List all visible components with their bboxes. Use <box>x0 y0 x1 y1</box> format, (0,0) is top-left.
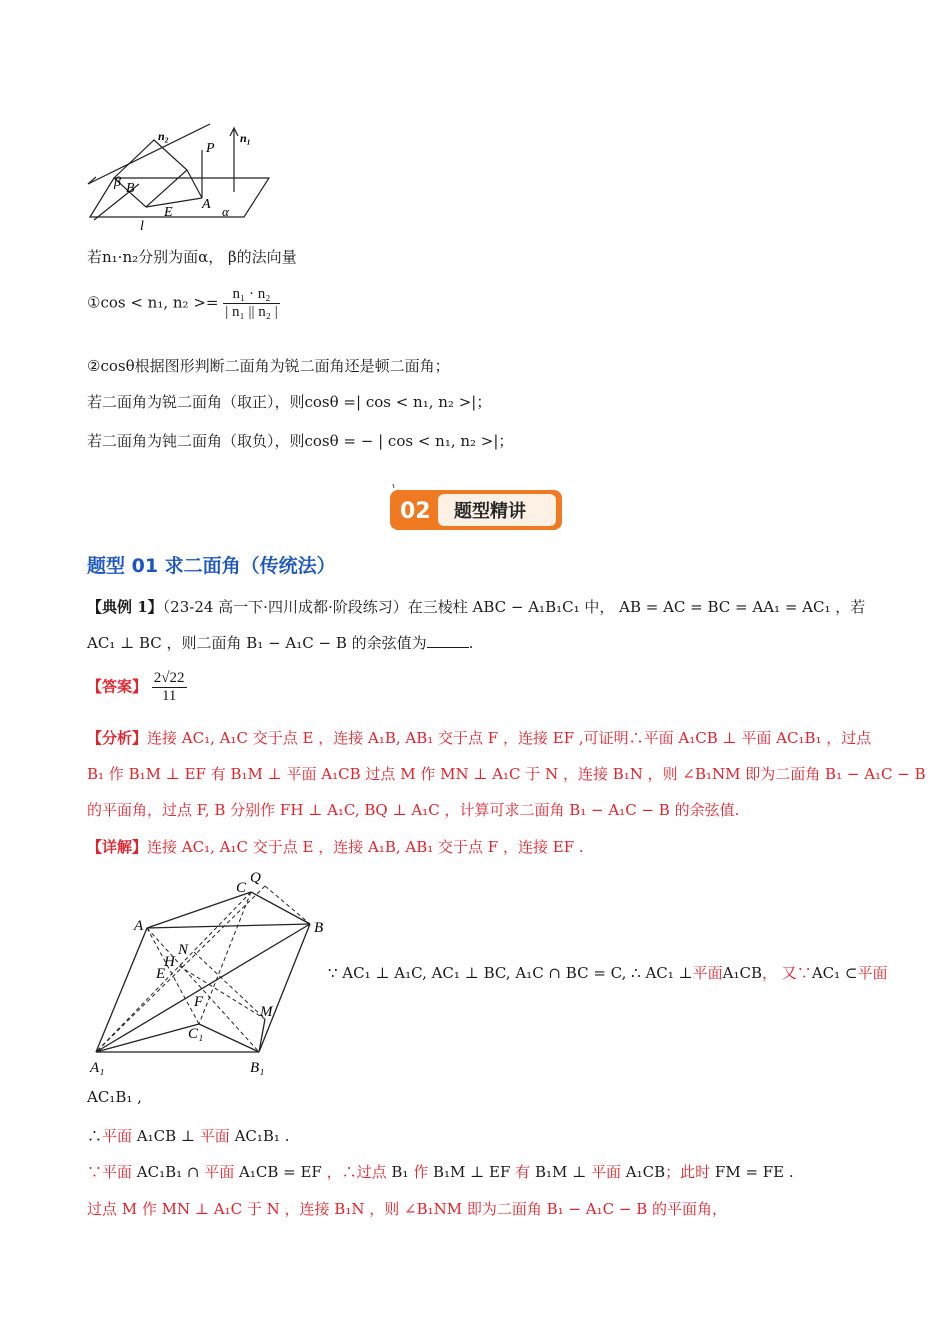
intro-cos-formula <box>87 286 280 321</box>
detail-perp-b: 平面 <box>102 1127 133 1145</box>
example-tag: 【典例 1】 <box>87 598 163 616</box>
intro-obtuse-case: 若二面角为钝二面角（取负），则cosθ = − | cos < n₁, n₂ >|； <box>87 432 514 450</box>
detail-inter-11: 平面 <box>590 1163 621 1181</box>
label-C: C <box>236 880 247 896</box>
section-badge <box>388 484 564 532</box>
example-line-1 <box>87 596 865 617</box>
intro-acute-case: 若二面角为锐二面角（取正），则cosθ =| cos < n₁, n₂ >|； <box>87 393 492 411</box>
label-H: H <box>164 954 175 970</box>
label-B1: B₁ <box>250 1060 265 1076</box>
intro-normal-vectors: 若n₁·n₂分别为面α， β的法向量 <box>87 248 297 266</box>
answer-tag: 【答案】 <box>87 677 148 696</box>
detail-inter-9: 有 <box>510 1163 535 1181</box>
detail-tag: 【详解】 <box>87 838 148 856</box>
answer-line <box>87 670 187 705</box>
detail-inter-3: 平面 <box>204 1163 235 1181</box>
detail-perp-reasoning <box>328 962 888 983</box>
detail-inter-12: A₁CB <box>621 1163 666 1181</box>
analysis-line-1 <box>87 727 871 748</box>
label-alpha: α <box>222 204 229 219</box>
formula-denominator: | n₁ || n₂ | <box>225 304 278 320</box>
example-text-2-end: . <box>468 634 474 652</box>
example-source: （23-24 高一下·四川成都·阶段练习） <box>162 598 408 616</box>
label-E: E <box>156 966 166 982</box>
detail-inter-8: B₁M ⊥ EF <box>432 1163 511 1181</box>
label-A: A <box>134 918 144 934</box>
detail-last-line: 过点 M 作 MN ⊥ A₁C 于 N ，连接 B₁N ，则 ∠B₁NM 即为二面角 B₁ − A₁C − B 的平面角， <box>87 1200 727 1218</box>
formula-numerator: n₁ · n₂ <box>223 286 279 304</box>
detail-inter-5: ，∴过点 <box>326 1163 392 1181</box>
label-A: A <box>202 197 211 212</box>
answer-numerator: 2√22 <box>153 670 185 686</box>
dihedral-angle-figure <box>84 112 284 238</box>
label-A1: A₁ <box>90 1060 105 1076</box>
detail-perp-a: ∴ <box>87 1127 103 1145</box>
detail-plane-perp <box>87 1125 289 1146</box>
label-l: l <box>140 219 144 234</box>
example-text-1: 在三棱柱 ABC − A₁B₁C₁ 中， AB = AC = BC = AA₁ = AC₁ ，若 <box>407 598 866 616</box>
analysis-text-1: 连接 AC₁, A₁C 交于点 E ，连接 A₁B, AB₁ 交于点 F ，连接 EF ,可证明∴平面 A₁CB ⊥ 平面 AC₁B₁ ，过点 <box>147 729 872 747</box>
detail-line-1 <box>87 836 584 857</box>
prism-figure <box>84 866 334 1078</box>
detail-perp-d: 平面 <box>199 1127 230 1145</box>
detail-inter-7: 作 <box>408 1163 433 1181</box>
plane-beta <box>114 140 187 207</box>
label-E: E <box>164 205 173 220</box>
answer-denominator: 11 <box>161 688 177 704</box>
detail-side-text-e: AC₁ ⊂ <box>811 964 858 982</box>
section-title: 题型 01 求二面角（传统法） <box>87 555 336 577</box>
detail-inter-10: B₁M ⊥ <box>534 1163 591 1181</box>
label-F: F <box>194 994 204 1010</box>
example-line-2 <box>87 632 473 653</box>
detail-side-text-b: 平面 <box>692 964 723 982</box>
detail-side-text-c: A₁CB <box>722 964 763 982</box>
detail-side-text-d: ， 又∵ <box>762 964 812 982</box>
badge-number: 02 <box>400 499 431 524</box>
detail-inter-2: AC₁B₁ ∩ <box>132 1163 205 1181</box>
badge-label: 题型精讲 <box>454 501 526 522</box>
label-N: N <box>178 942 189 958</box>
label-beta: β <box>114 175 121 190</box>
detail-perp-e: AC₁B₁ . <box>229 1127 290 1145</box>
label-P: P <box>206 141 215 156</box>
answer-blank <box>427 633 469 648</box>
analysis-line-3: 的平面角，过点 F, B 分别作 FH ⊥ A₁C, BQ ⊥ A₁C ，计算可求二面角 B₁ − A₁C − B 的余弦值. <box>87 801 740 819</box>
example-text-2: AC₁ ⊥ BC ，则二面角 B₁ − A₁C − B 的余弦值为 <box>87 634 427 652</box>
label-n1: n₁ <box>240 131 251 145</box>
label-M: M <box>260 1004 273 1020</box>
label-B: B <box>126 181 135 196</box>
detail-side-text-a: ∵ AC₁ ⊥ A₁C, AC₁ ⊥ BC, A₁C ∩ BC = C, ∴ AC₁ ⊥ <box>328 964 693 982</box>
analysis-tag: 【分析】 <box>87 729 148 747</box>
detail-inter-4: A₁CB = EF <box>234 1163 327 1181</box>
formula-fraction <box>223 286 279 321</box>
label-B: B <box>314 920 324 936</box>
label-C1: C₁ <box>188 1026 204 1042</box>
answer-fraction <box>152 670 187 705</box>
detail-inter-13: ；此时 <box>665 1163 715 1181</box>
label-Q: Q <box>250 870 261 886</box>
detail-text-1: 连接 AC₁, A₁C 交于点 E ，连接 A₁B, AB₁ 交于点 F ，连接 EF . <box>147 838 584 856</box>
label-n2: n₂ <box>158 129 169 143</box>
detail-perp-c: A₁CB ⊥ <box>132 1127 200 1145</box>
detail-side-text-f: 平面 <box>857 964 888 982</box>
detail-inter-1: ∵平面 <box>87 1163 133 1181</box>
vector-n2 <box>88 124 210 184</box>
detail-inter-14: FM = FE . <box>714 1163 794 1181</box>
formula-prefix: ①cos < n₁, n₂ >= <box>87 293 219 312</box>
analysis-line-2: B₁ 作 B₁M ⊥ EF 有 B₁M ⊥ 平面 A₁CB 过点 M 作 MN ⊥ A₁C 于 N ，连接 B₁N ，则 ∠B₁NM 即为二面角 B₁ − A₁C − B <box>87 765 926 783</box>
detail-inter-6: B₁ <box>391 1163 409 1181</box>
detail-intersection-line <box>87 1161 794 1182</box>
detail-plane-ac1b1: AC₁B₁ , <box>87 1088 142 1106</box>
intro-judge-angle: ②cosθ根据图形判断二面角为锐二面角还是顿二面角； <box>87 357 450 375</box>
